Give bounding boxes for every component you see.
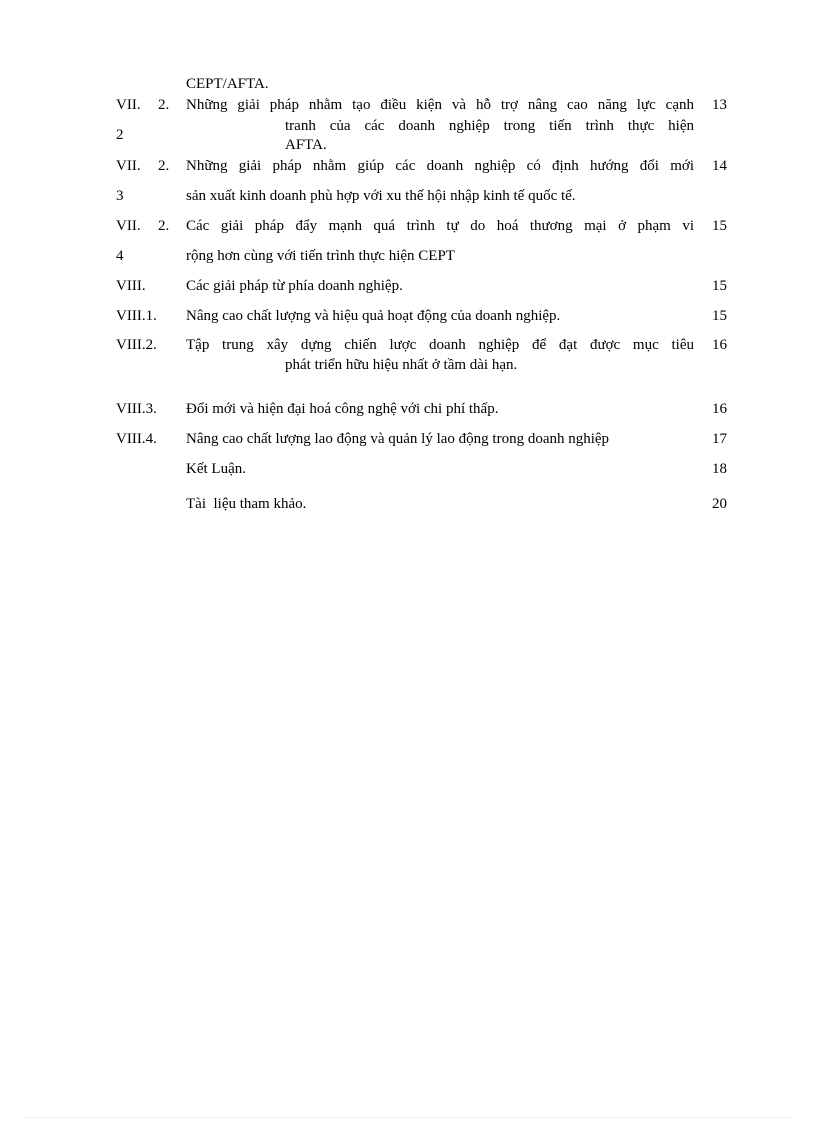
- toc-number: VIII.1.: [116, 308, 157, 324]
- toc-page-number: 13: [712, 97, 727, 113]
- toc-number: VIII.3.: [116, 401, 157, 417]
- toc-page-number: 16: [712, 337, 727, 353]
- toc-entry-title: Tập trung xây dựng chiến lược doanh nghiệp để đạt được mục tiêu: [186, 337, 694, 353]
- toc-entry-title: tranh của các doanh nghiệp trong tiến trình thực hiện: [285, 118, 694, 134]
- toc-page-number: 16: [712, 401, 727, 417]
- toc-entry-title: Những giải pháp nhằm tạo điều kiện và hỗ trợ nâng cao năng lực cạnh: [186, 97, 694, 113]
- toc-number-part: 3: [116, 188, 124, 204]
- toc-number-part: 2.: [158, 218, 170, 234]
- toc-entry-title: rộng hơn cùng với tiến trình thực hiện CEPT: [186, 248, 455, 264]
- toc-number: VIII.: [116, 278, 146, 294]
- toc-page-number: 15: [712, 308, 727, 324]
- toc-page-number: 18: [712, 461, 727, 477]
- page-bottom-edge: [24, 1117, 792, 1118]
- toc-number-part: VII.: [116, 158, 141, 174]
- toc-entry-title: Những giải pháp nhằm giúp các doanh nghiệp có định hướng đổi mới: [186, 158, 694, 174]
- toc-entry-title: AFTA.: [285, 137, 327, 153]
- toc-entry-title: Các giải pháp từ phía doanh nghiệp.: [186, 278, 403, 294]
- toc-number-part: 2.: [158, 158, 170, 174]
- toc-page-number: 17: [712, 431, 727, 447]
- toc-entry-title: Các giải pháp đẩy mạnh quá trình tự do hoá thương mại ở phạm vi: [186, 218, 694, 234]
- toc-entry-title: Tài liệu tham khảo.: [186, 496, 307, 512]
- toc-number: VIII.2.: [116, 337, 157, 353]
- toc-entry-title: Nâng cao chất lượng và hiệu quả hoạt động của doanh nghiệp.: [186, 308, 561, 324]
- toc-continuation-text: CEPT/AFTA.: [186, 76, 269, 92]
- toc-entry-title: sản xuất kinh doanh phù hợp với xu thế hội nhập kinh tế quốc tế.: [186, 188, 576, 204]
- toc-number: VIII.4.: [116, 431, 157, 447]
- toc-number-part: VII.: [116, 97, 141, 113]
- toc-entry-title: phát triển hữu hiệu nhất ở tầm dài hạn.: [285, 357, 518, 373]
- toc-page-number: 15: [712, 218, 727, 234]
- toc-entry-title: Kết Luận.: [186, 461, 246, 477]
- toc-number-part: 2.: [158, 97, 170, 113]
- toc-page-number: 14: [712, 158, 727, 174]
- toc-number-part: 2: [116, 127, 124, 143]
- toc-page-number: 20: [712, 496, 727, 512]
- toc-number-part: 4: [116, 248, 124, 264]
- toc-entry-title: Nâng cao chất lượng lao động và quản lý lao động trong doanh nghiệp: [186, 431, 610, 447]
- toc-entry-title: Đổi mới và hiện đại hoá công nghệ với chi phí thấp.: [186, 401, 499, 417]
- toc-number-part: VII.: [116, 218, 141, 234]
- toc-page-number: 15: [712, 278, 727, 294]
